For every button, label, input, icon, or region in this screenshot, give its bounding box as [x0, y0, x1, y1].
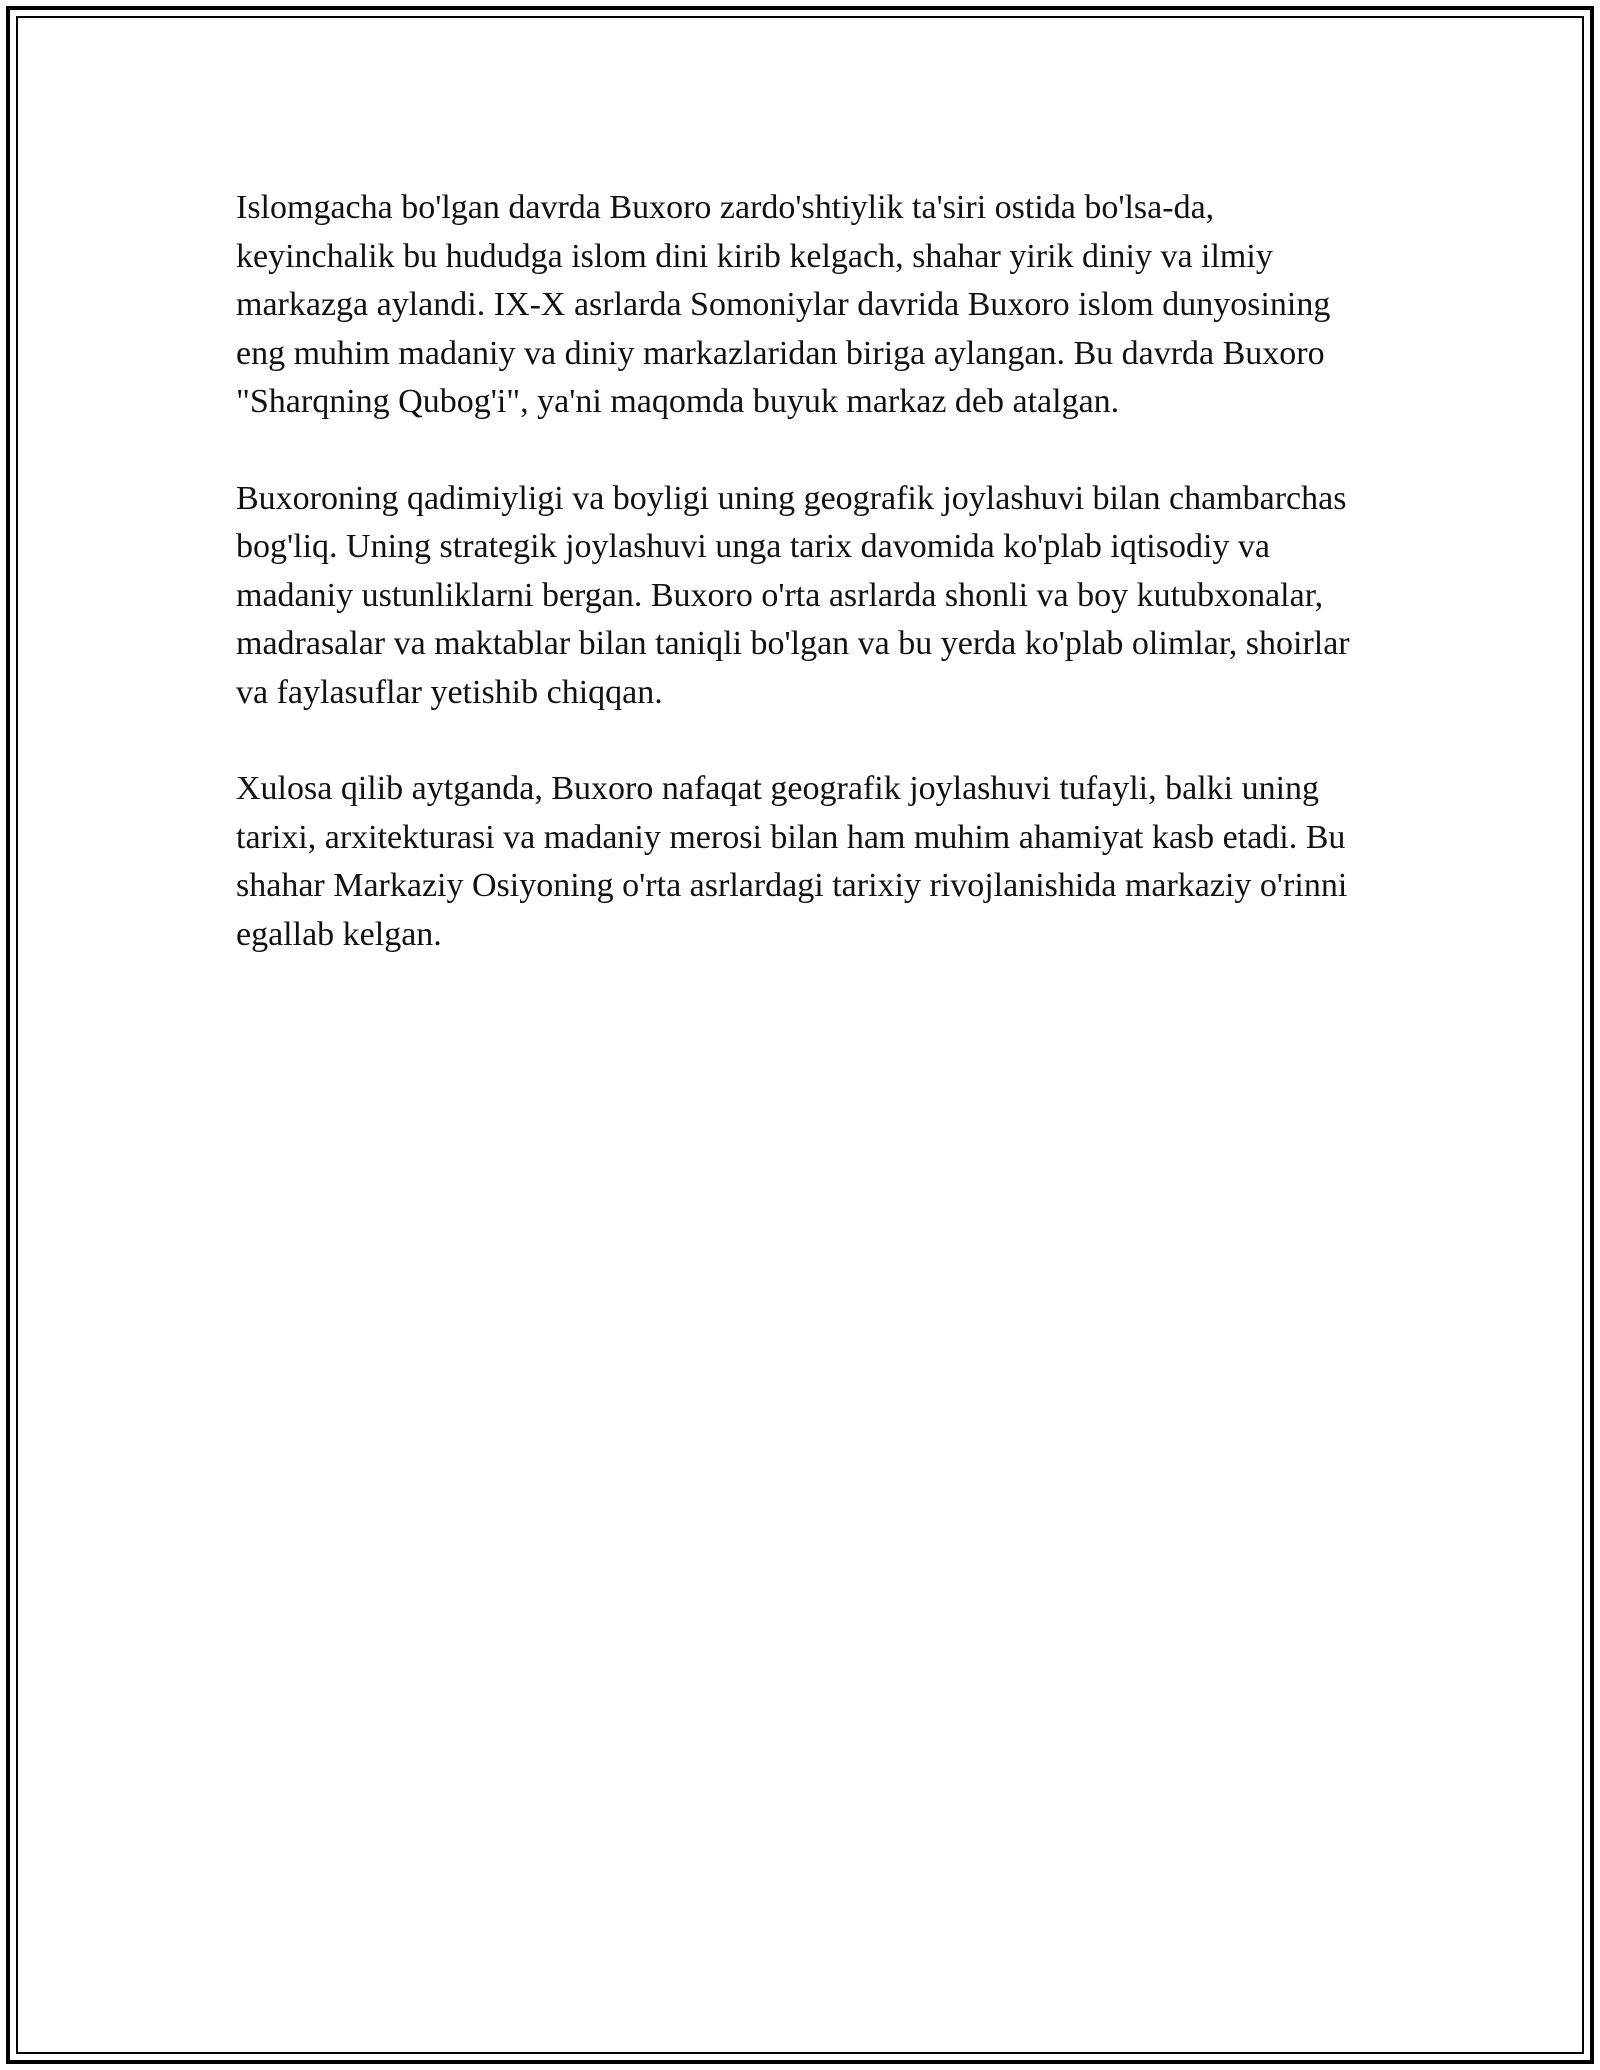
paragraph-3: Xulosa qilib aytganda, Buxoro nafaqat geografik joylashuvi tufayli, balki uning tarixi, arxitekturasi va madaniy merosi bilan ham muhim ahamiyat kasb etadi. Bu shahar Markaziy Osiyoning o'rta asrlardagi tarixiy rivojlanishida markaziy o'rinni egallab kelgan. [236, 770, 1348, 953]
paragraph-1: Islomgacha bo'lgan davrda Buxoro zardo'shtiylik ta'siri ostida bo'lsa-da, keyinchalik bu hududga islom dini kirib kelgach, shahar yirik diniy va ilmiy markazga aylandi. IX-X asrlarda Somoniylar davrida Buxoro islom dunyosining eng muhim madaniy va diniy markazlaridan biriga aylangan. Bu davrda Buxoro "Sharqning Qubog'i", ya'ni maqomda buyuk markaz deb atalgan. [236, 189, 1331, 420]
document-body [236, 184, 1376, 1007]
paragraph-2: Buxoroning qadimiyligi va boyligi uning geografik joylashuvi bilan chambarchas bog'liq. Uning strategik joylashuvi unga tarix davomida ko'plab iqtisodiy va madaniy ustunliklarni bergan. Buxoro o'rta asrlarda shonli va boy kutubxonalar, madrasalar va maktablar bilan taniqli bo'lgan va bu yerda ko'plab olimlar, shoirlar va faylasuflar yetishib chiqqan. [236, 479, 1350, 711]
